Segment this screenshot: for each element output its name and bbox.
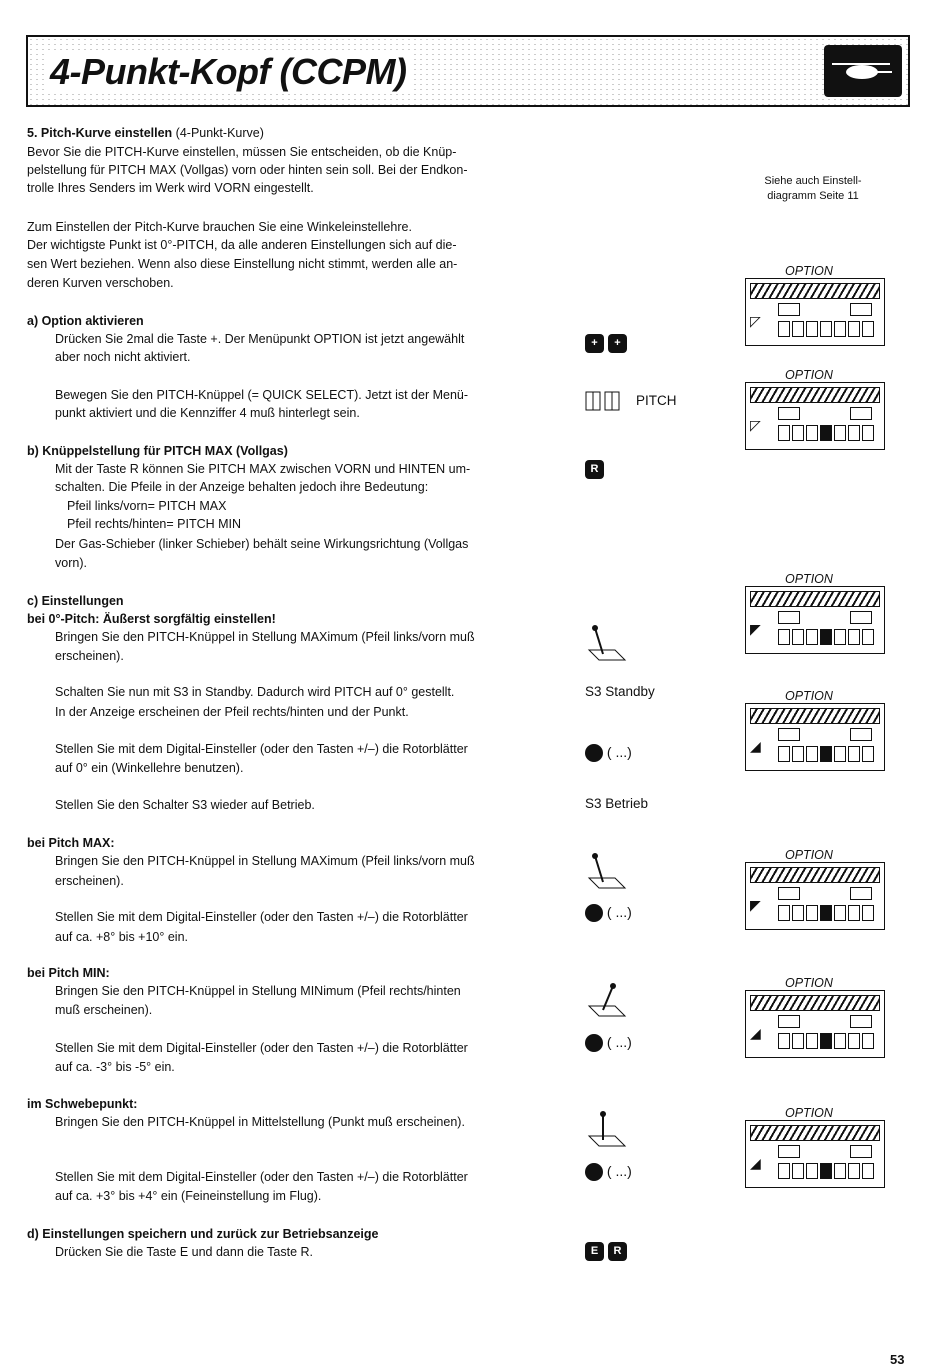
text-line: auf 0° ein (Winkellehre benutzen).	[55, 761, 244, 775]
pitch-label: PITCH	[636, 393, 677, 408]
arrow-icon: ◢	[750, 1155, 761, 1171]
page-header	[26, 35, 910, 107]
digital-adjuster	[585, 744, 632, 762]
digital-adjuster	[585, 904, 632, 922]
subsection-heading: c) Einstellungen	[27, 594, 124, 608]
option-display	[745, 848, 895, 932]
text-line: Bewegen Sie den PITCH-Knüppel (= QUICK SELECT). Jetzt ist der Menü-	[55, 388, 469, 402]
s3-standby-label: S3 Standby	[585, 684, 655, 699]
arrow-icon: ◢	[750, 738, 761, 754]
plus-keys	[585, 333, 631, 353]
text-line: pelstellung für PITCH MAX (Vollgas) vorn oder hinten sein soll. Bei der Endkon-	[27, 163, 468, 177]
text-line: Pfeil rechts/hinten= PITCH MIN	[67, 517, 242, 531]
arrow-icon: ◸	[750, 313, 761, 329]
text-line: Stellen Sie mit dem Digital-Einsteller (oder den Tasten +/–) die Rotorblätter	[55, 1170, 468, 1184]
subsection-heading: b) Knüppelstellung für PITCH MAX (Vollgas)	[27, 444, 288, 458]
display-frame	[745, 862, 885, 930]
display-frame	[745, 278, 885, 346]
text-line: erscheinen).	[55, 649, 124, 663]
text-line: Zum Einstellen der Pitch-Kurve brauchen Sie eine Winkeleinstellehre.	[27, 220, 412, 234]
text-line: Schalten Sie nun mit S3 in Standby. Dadurch wird PITCH auf 0° gestellt.	[55, 685, 455, 699]
subsection-subheading: bei 0°-Pitch: Äußerst sorgfältig einstellen!	[27, 612, 276, 626]
text-line: deren Kurven verschoben.	[27, 276, 174, 290]
display-frame	[745, 703, 885, 771]
text-line: Drücken Sie die Taste E und dann die Taste R.	[55, 1245, 314, 1259]
option-display	[745, 368, 895, 452]
adjuster-dots: ( ...)	[606, 1034, 632, 1050]
side-note-line: diagramm Seite 11	[767, 190, 859, 202]
display-frame	[745, 1120, 885, 1188]
stick-max-icon	[585, 620, 629, 664]
text-line: Bringen Sie den PITCH-Knüppel in Stellung MINimum (Pfeil rechts/hinten	[55, 984, 461, 998]
text-line: Bevor Sie die PITCH-Kurve einstellen, müssen Sie entscheiden, ob die Knüp-	[27, 145, 457, 159]
text-line: Stellen Sie den Schalter S3 wieder auf Betrieb.	[55, 798, 315, 812]
option-label: OPTION	[785, 368, 833, 382]
text-line: In der Anzeige erscheinen der Pfeil rechts/hinten und der Punkt.	[55, 705, 409, 719]
text-line: vorn).	[55, 556, 87, 570]
adjuster-dots: ( ...)	[606, 904, 632, 920]
dial-icon	[585, 1034, 603, 1052]
text-line: sen Wert beziehen. Wenn also diese Einstellung nicht stimmt, werden alle an-	[27, 257, 458, 271]
text-line: Bringen Sie den PITCH-Knüppel in Stellung MAXimum (Pfeil links/vorn muß	[55, 630, 475, 644]
display-frame	[745, 990, 885, 1058]
arrow-icon: ◢	[750, 1025, 761, 1041]
text-line: Bringen Sie den PITCH-Knüppel in Mittelstellung (Punkt muß erscheinen).	[55, 1115, 465, 1129]
text-line: Der wichtigste Punkt ist 0°-PITCH, da alle anderen Einstellungen sich auf die-	[27, 238, 457, 252]
side-note-line: Siehe auch Einstell-	[764, 175, 862, 187]
subsection-subheading: bei Pitch MIN:	[27, 966, 110, 980]
text-line: Mit der Taste R können Sie PITCH MAX zwischen VORN und HINTEN um-	[55, 462, 471, 476]
option-label: OPTION	[785, 572, 833, 586]
option-display	[745, 976, 895, 1060]
side-note	[740, 174, 886, 204]
text-line: Pfeil links/vorn= PITCH MAX	[67, 499, 227, 513]
stick-center-icon	[585, 1106, 629, 1150]
option-display	[745, 572, 895, 656]
r-key	[585, 459, 608, 479]
section-heading-bold: 5. Pitch-Kurve einstellen	[27, 126, 173, 140]
dial-icon	[585, 744, 603, 762]
text-line: punkt aktiviert und die Kennziffer 4 muß hinterlegt sein.	[55, 406, 360, 420]
text-line: trolle Ihres Senders im Werk wird VORN eingestellt.	[27, 181, 314, 195]
text-line: erscheinen).	[55, 874, 124, 888]
section-heading-rest: (4-Punkt-Kurve)	[172, 126, 264, 140]
subsection-subheading: im Schwebepunkt:	[27, 1097, 138, 1111]
e-key-icon: E	[585, 1242, 604, 1261]
text-line: muß erscheinen).	[55, 1003, 153, 1017]
text-line: Bringen Sie den PITCH-Knüppel in Stellung MAXimum (Pfeil links/vorn muß	[55, 854, 475, 868]
helicopter-logo-icon	[824, 45, 902, 97]
subsection-heading: a) Option aktivieren	[27, 314, 144, 328]
stick-grid-icon	[585, 390, 625, 414]
adjuster-dots: ( ...)	[606, 744, 632, 760]
display-frame	[745, 382, 885, 450]
arrow-icon: ◤	[750, 621, 761, 637]
option-label: OPTION	[785, 689, 833, 703]
option-label: OPTION	[785, 1106, 833, 1120]
display-frame	[745, 586, 885, 654]
digital-adjuster	[585, 1034, 632, 1052]
text-line: auf ca. +3° bis +4° ein (Feineinstellung im Flug).	[55, 1189, 322, 1203]
text-line: auf ca. +8° bis +10° ein.	[55, 930, 189, 944]
digital-adjuster	[585, 1163, 632, 1181]
text-line: aber noch nicht aktiviert.	[55, 350, 191, 364]
adjuster-dots: ( ...)	[606, 1163, 632, 1179]
r-key-icon: R	[585, 460, 604, 479]
e-r-keys	[585, 1241, 631, 1261]
plus-key-icon: +	[608, 334, 627, 353]
arrow-icon: ◤	[750, 897, 761, 913]
option-display	[745, 689, 895, 773]
r-key-icon: R	[608, 1242, 627, 1261]
plus-key-icon: +	[585, 334, 604, 353]
option-label: OPTION	[785, 848, 833, 862]
option-label: OPTION	[785, 264, 833, 278]
text-line: Stellen Sie mit dem Digital-Einsteller (oder den Tasten +/–) die Rotorblätter	[55, 742, 468, 756]
text-line: schalten. Die Pfeile in der Anzeige behalten jedoch ihre Bedeutung:	[55, 480, 429, 494]
text-line: Stellen Sie mit dem Digital-Einsteller (oder den Tasten +/–) die Rotorblätter	[55, 910, 468, 924]
text-line: Drücken Sie 2mal die Taste +. Der Menüpunkt OPTION ist jetzt angewählt	[55, 332, 465, 346]
stick-min-icon	[585, 976, 629, 1020]
subsection-subheading: bei Pitch MAX:	[27, 836, 115, 850]
dial-icon	[585, 1163, 603, 1181]
text-line: Der Gas-Schieber (linker Schieber) behält seine Wirkungsrichtung (Vollgas	[55, 537, 469, 551]
option-display	[745, 264, 895, 348]
option-label: OPTION	[785, 976, 833, 990]
arrow-icon: ◸	[750, 417, 761, 433]
page-number: 53	[890, 1352, 905, 1367]
subsection-heading: d) Einstellungen speichern und zurück zur Betriebsanzeige	[27, 1227, 379, 1241]
s3-betrieb-label: S3 Betrieb	[585, 796, 649, 811]
section-heading	[27, 124, 264, 142]
stick-max-icon	[585, 848, 629, 892]
text-line: Stellen Sie mit dem Digital-Einsteller (oder den Tasten +/–) die Rotorblätter	[55, 1041, 468, 1055]
dial-icon	[585, 904, 603, 922]
option-display	[745, 1106, 895, 1190]
text-line: auf ca. -3° bis -5° ein.	[55, 1060, 175, 1074]
page-title: 4-Punkt-Kopf (CCPM)	[46, 51, 410, 93]
